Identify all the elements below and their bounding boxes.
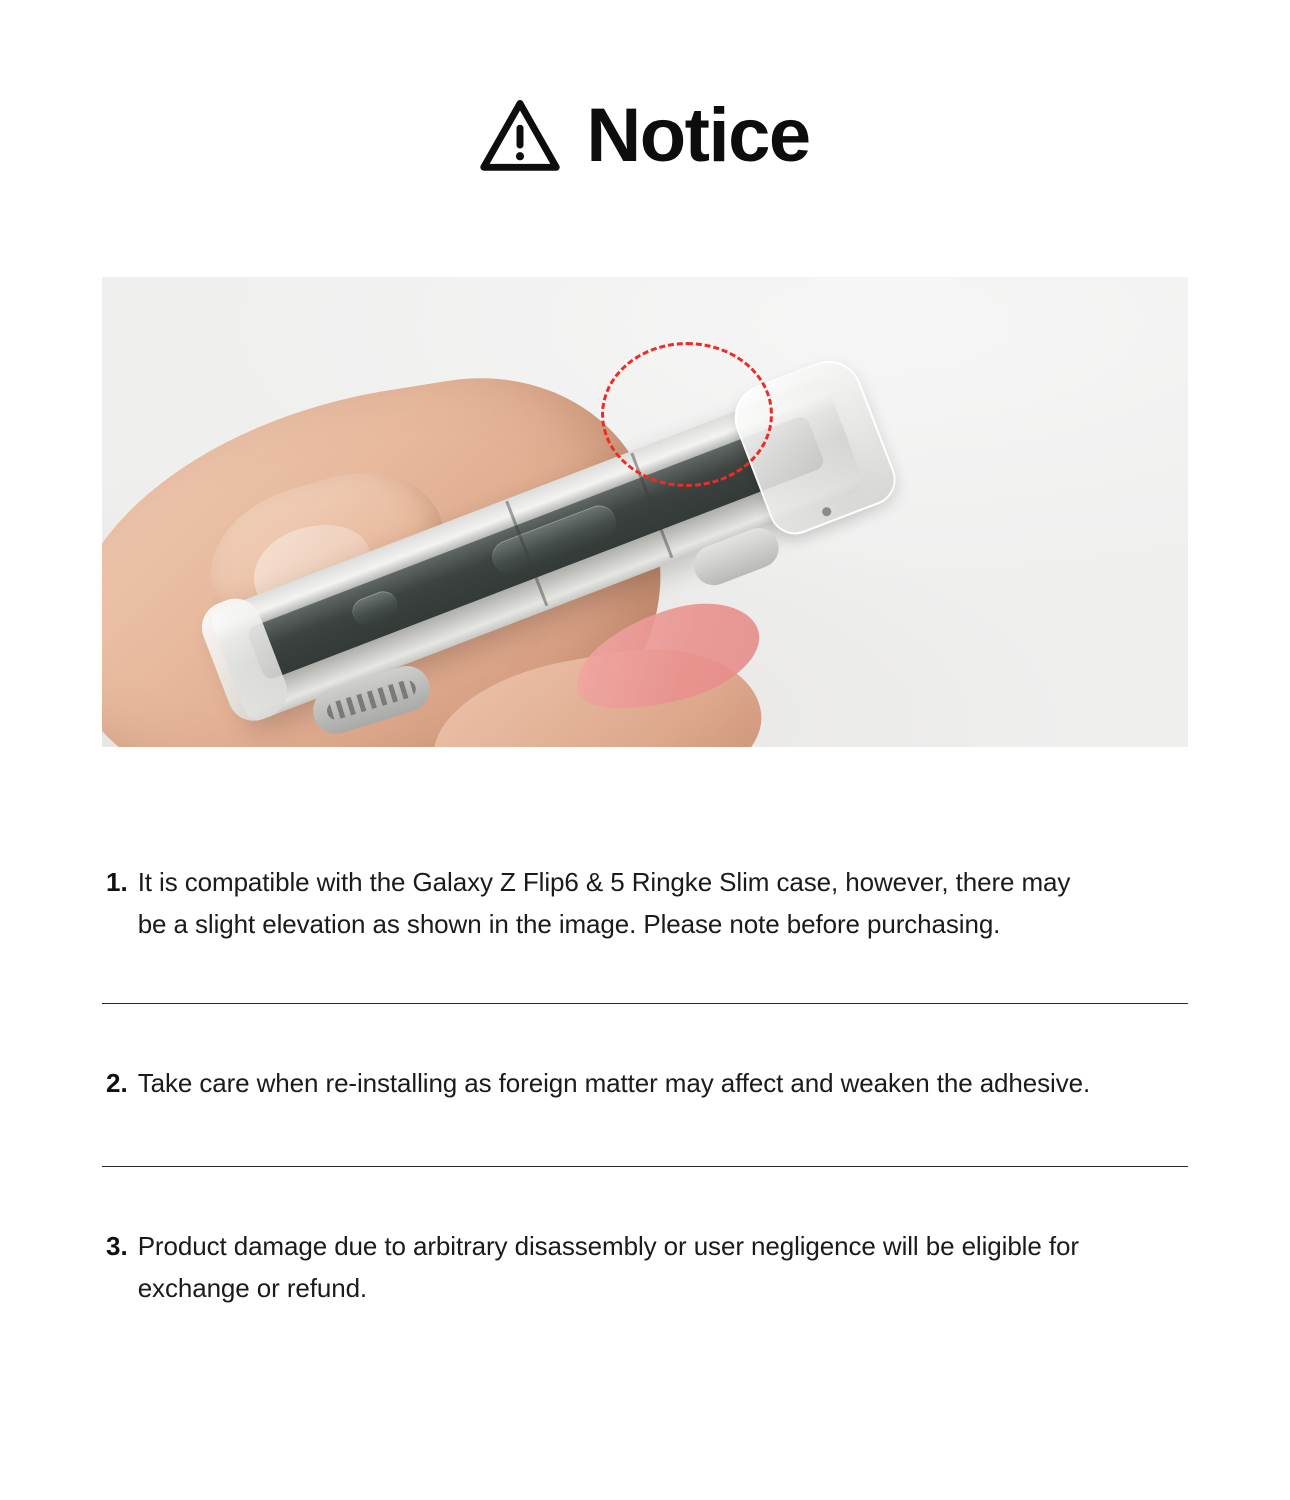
annotation-circle-icon <box>601 342 773 487</box>
note-number: 2. <box>106 1068 128 1099</box>
list-item <box>102 861 1188 945</box>
warning-triangle-icon <box>480 96 560 176</box>
notes-list <box>102 747 1188 1310</box>
list-item <box>102 1225 1188 1309</box>
note-number: 3. <box>106 1231 128 1262</box>
notice-header <box>0 0 1290 176</box>
product-photo <box>102 277 1188 747</box>
note-text: It is compatible with the Galaxy Z Flip6 & 5 Ringke Slim case, however, there may be a slight elevation as shown in the image. Please note before purchasing. <box>137 867 1071 940</box>
notice-image <box>102 277 1188 747</box>
note-text: Product damage due to arbitrary disassembly or user negligence will be eligible for exchange or refund. <box>137 1231 1079 1304</box>
page-title: Notice <box>586 93 810 178</box>
note-text: Take care when re-installing as foreign matter may affect and weaken the adhesive. <box>137 1068 1091 1099</box>
list-item <box>102 1062 1188 1104</box>
note-number: 1. <box>106 867 128 897</box>
